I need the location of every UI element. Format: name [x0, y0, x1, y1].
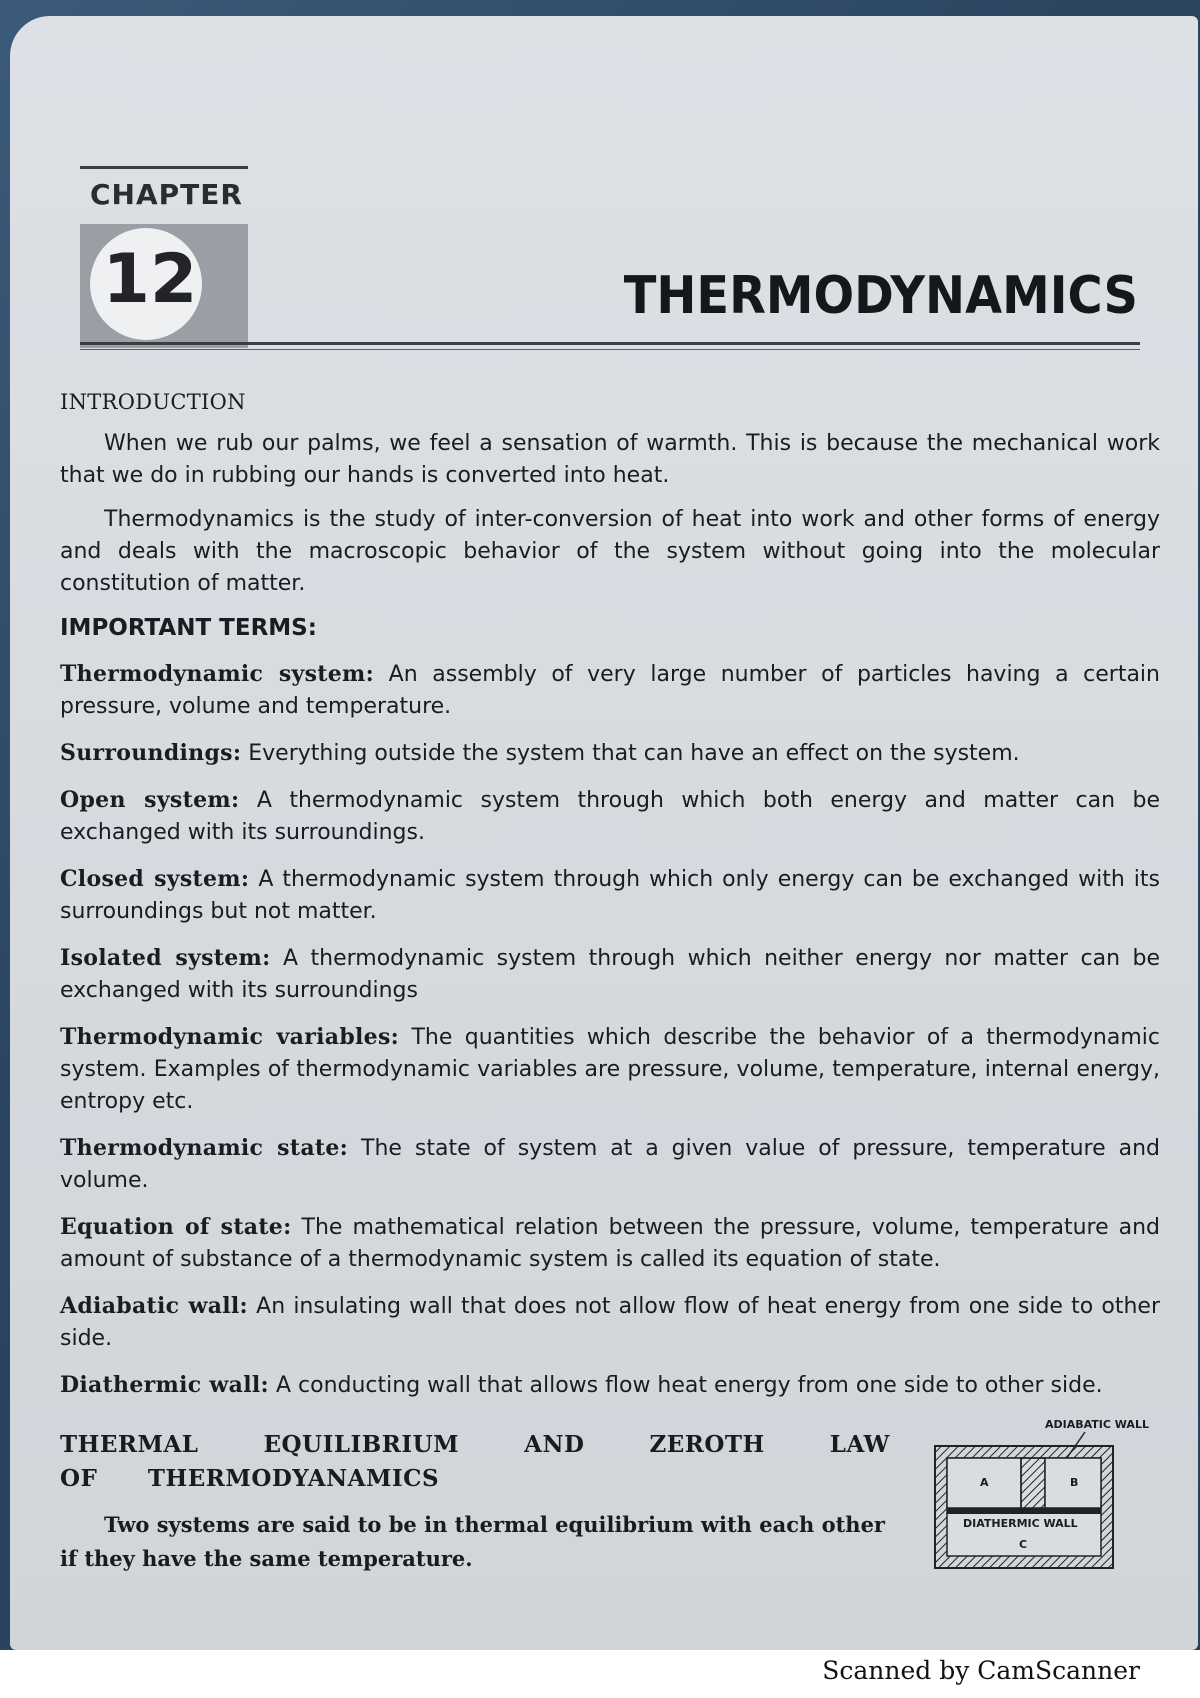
label-b: B — [1070, 1476, 1079, 1489]
term-item — [60, 863, 1160, 928]
term-label: Surroundings: — [60, 740, 242, 766]
term-item — [60, 1021, 1160, 1118]
term-item — [60, 1211, 1160, 1276]
label-c: C — [1019, 1538, 1028, 1551]
term-item — [60, 1132, 1160, 1197]
wall-diagram-svg — [905, 1414, 1155, 1584]
term-item — [60, 942, 1160, 1007]
introduction-heading: INTRODUCTION — [60, 390, 246, 414]
wall-diagram — [905, 1414, 1155, 1584]
thermal-equilibrium-heading: THERMAL EQUILIBRIUM AND ZEROTH LAW OF THERMODYANAMICS — [60, 1431, 890, 1492]
page-body — [60, 386, 1160, 1416]
term-label: Adiabatic wall: — [60, 1293, 248, 1319]
chapter-number: 12 — [102, 240, 198, 319]
important-terms-heading: IMPORTANT TERMS: — [60, 615, 317, 641]
title-rule — [80, 342, 1140, 345]
chapter-title: THERMODYNAMICS — [623, 266, 1138, 326]
adiabatic-wall-label: ADIABATIC WALL — [1045, 1418, 1149, 1431]
term-definition: A conducting wall that allows flow heat energy from one side to other side. — [275, 1373, 1103, 1398]
term-definition: A thermodynamic system through which only energy can be exchanged with its surroundings but not matter. — [60, 867, 1160, 924]
term-label: Equation of state: — [60, 1214, 292, 1240]
term-item — [60, 658, 1160, 723]
chapter-top-rule — [80, 166, 248, 169]
title-rule-thin — [80, 349, 1140, 350]
diathermic-wall-label: DIATHERMIC WALL — [963, 1517, 1078, 1530]
term-label: Open system: — [60, 787, 240, 813]
term-definition: A thermodynamic system through which both energy and matter can be exchanged with its surroundings. — [60, 788, 1160, 845]
term-definition: The state of system at a given value of pressure, temperature and volume. — [60, 1136, 1160, 1193]
term-label: Thermodynamic state: — [60, 1135, 349, 1161]
diathermic-wall — [947, 1508, 1101, 1514]
term-label: Thermodynamic system: — [60, 661, 375, 687]
thermal-equilibrium-section — [60, 1428, 890, 1576]
term-label: Isolated system: — [60, 945, 271, 971]
term-definition: The quantities which describe the behavior of a thermodynamic system. Examples of thermodynamic variables are pressure, volume, temperature, internal energy, entropy etc. — [60, 1025, 1160, 1114]
term-label: Closed system: — [60, 866, 250, 892]
term-item — [60, 784, 1160, 849]
introduction-paragraph-1: When we rub our palms, we feel a sensation of warmth. This is because the mechanical work that we do in rubbing our hands is converted into heat. — [60, 431, 1160, 488]
scanner-watermark: Scanned by CamScanner — [822, 1656, 1140, 1685]
label-a: A — [980, 1476, 989, 1489]
term-label: Diathermic wall: — [60, 1372, 269, 1398]
term-definition: Everything outside the system that can have an effect on the system. — [248, 741, 1020, 766]
chapter-label: CHAPTER — [90, 178, 243, 211]
introduction-paragraph-2: Thermodynamics is the study of inter-conversion of heat into work and other forms of energy and deals with the macroscopic behavior of the system without going into the molecular constitution of matter. — [60, 507, 1160, 596]
term-definition: The mathematical relation between the pressure, volume, temperature and amount of substance of a thermodynamic system is called its equation of state. — [60, 1215, 1160, 1272]
thermal-equilibrium-statement: Two systems are said to be in thermal equilibrium with each other if they have the same temperature. — [60, 1512, 885, 1571]
chapter-badge — [70, 148, 250, 348]
adiabatic-wall — [1021, 1458, 1045, 1508]
term-definition: An assembly of very large number of particles having a certain pressure, volume and temperature. — [60, 662, 1160, 719]
term-item — [60, 737, 1160, 770]
book-page — [10, 16, 1198, 1650]
term-definition: An insulating wall that does not allow flow of heat energy from one side to other side. — [60, 1294, 1160, 1351]
term-definition: A thermodynamic system through which neither energy nor matter can be exchanged with its surroundings — [60, 946, 1161, 1003]
term-label: Thermodynamic variables: — [60, 1024, 400, 1050]
term-item — [60, 1369, 1160, 1402]
term-item — [60, 1290, 1160, 1355]
